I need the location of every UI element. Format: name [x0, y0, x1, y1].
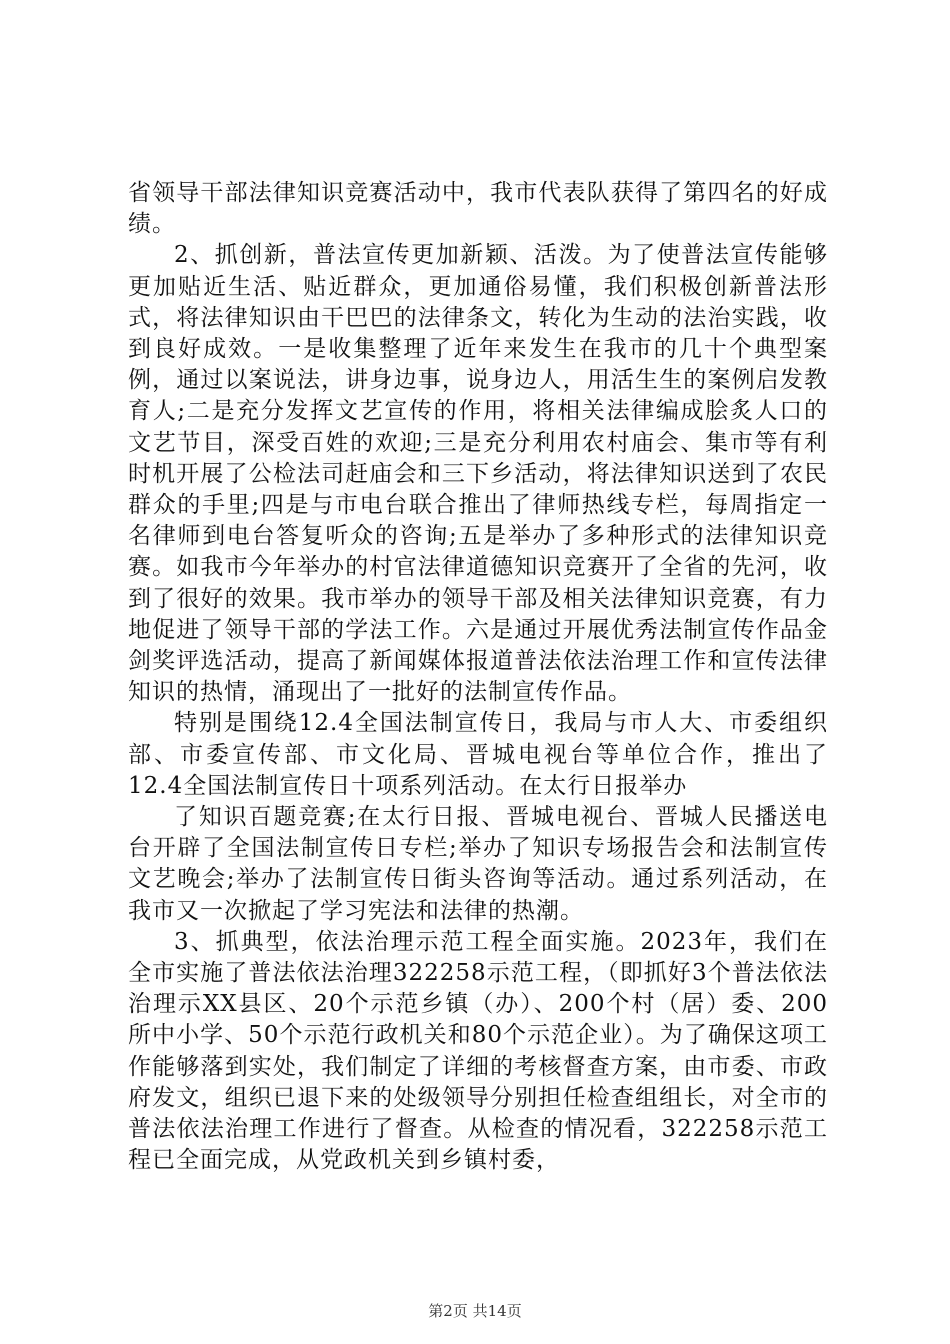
page-number-footer: 第2页 共14页: [428, 1302, 522, 1320]
paragraph-legal-day: 特别是围绕12.4全国法制宣传日，我局与市人大、市委组织部、市委宣传部、市文化局、晋城电视台等单位合作，推出了12.4全国法制宣传日十项系列活动。在太行日报举办: [128, 710, 828, 799]
paragraph-continuation: 省领导干部法律知识竞赛活动中，我市代表队获得了第四名的好成绩。: [128, 180, 828, 238]
paragraph-demonstration-project: 3、抓典型，依法治理示范工程全面实施。2023年，我们在全市实施了普法依法治理322258示范工程，（即抓好3个普法依法治理示XX县区、20个示范乡镇（办）、200个村（居）委、200所中小学、50个示范行政机关和80个示范企业）。为了确保这项工作能够落到实处，我们制定了详细的考核督查方案，由市委、市政府发文，组织已退下来的处级领导分别担任检查组组长，对全市的普法依法治理工作进行了督查。从检查的情况看，322258示范工程已全面完成，从党政机关到乡镇村委，: [128, 928, 828, 1174]
paragraph-legal-day-activities: 了知识百题竞赛;在太行日报、晋城电视台、晋城人民播送电台开辟了全国法制宣传日专栏;举办了知识专场报告会和法制宣传文艺晚会;举办了法制宣传日街头咨询等活动。通过系列活动，在我市又一次掀起了学习宪法和法律的热潮。: [128, 804, 828, 924]
paragraph-innovation: 2、抓创新，普法宣传更加新颖、活泼。为了使普法宣传能够更加贴近生活、贴近群众，更加通俗易懂，我们积极创新普法形式，将法律知识由干巴巴的法律条文，转化为生动的法治实践，收到良好成效。一是收集整理了近年来发生在我市的几十个典型案例，通过以案说法，讲身边事，说身边人，用活生生的案例启发教育人;二是充分发挥文艺宣传的作用，将相关法律编成脍炙人口的文艺节目，深受百姓的欢迎;三是充分利用农村庙会、集市等有利时机开展了公检法司赶庙会和三下乡活动，将法律知识送到了农民群众的手里;四是与市电台联合推出了律师热线专栏，每周指定一名律师到电台答复听众的咨询;五是举办了多种形式的法律知识竞赛。如我市今年举办的村官法律道德知识竞赛开了全省的先河，收到了很好的效果。我市举办的领导干部及相关法律知识竞赛，有力地促进了领导干部的学法工作。六是通过开展优秀法制宣传作品金剑奖评选活动，提高了新闻媒体报道普法依法治理工作和宣传法律知识的热情，涌现出了一批好的法制宣传作品。: [128, 242, 828, 706]
document-body: [128, 178, 828, 1177]
